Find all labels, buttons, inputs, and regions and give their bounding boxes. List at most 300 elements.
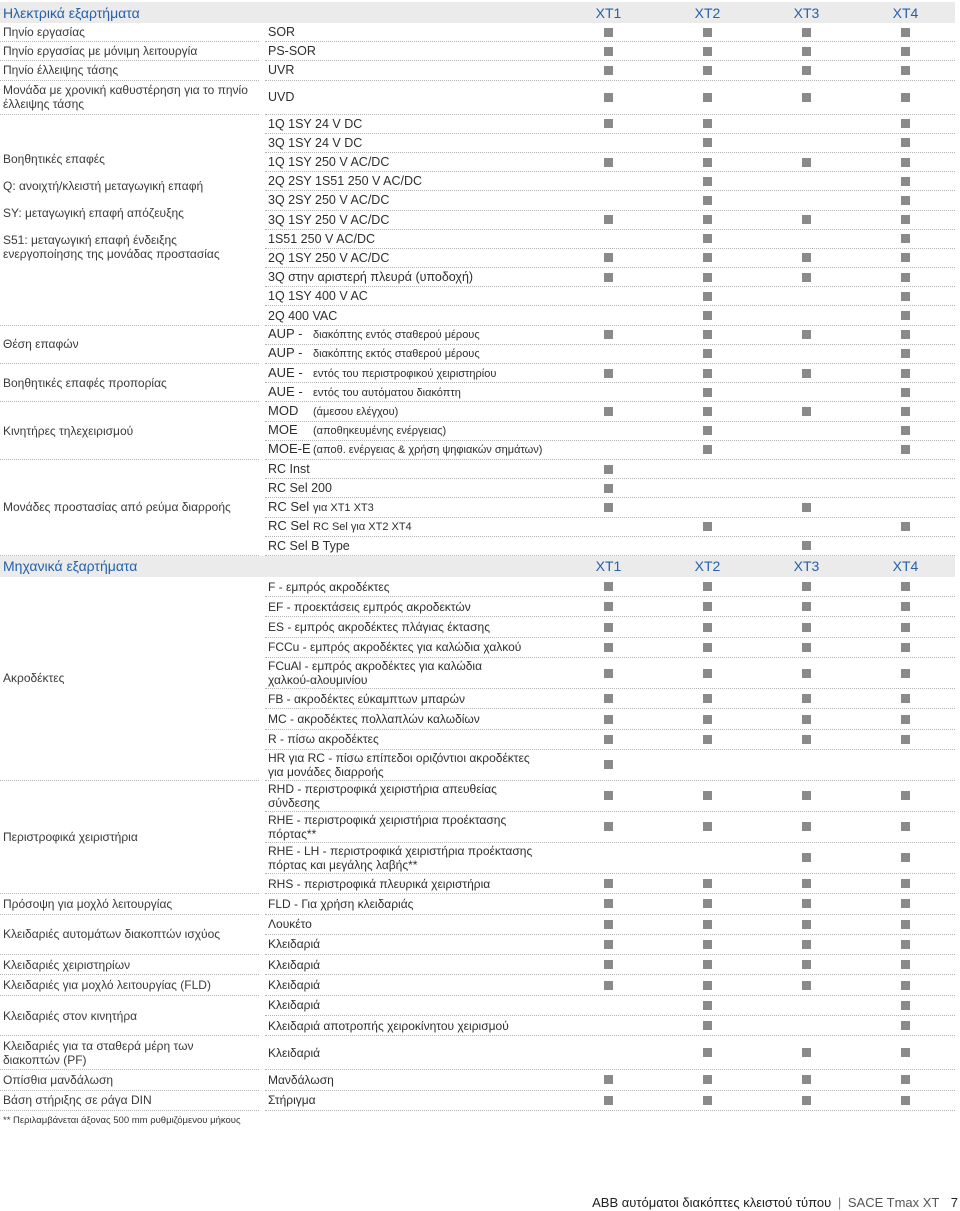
- availability-cell-xt1: [559, 273, 658, 282]
- availability-cell-xt4: [856, 407, 955, 416]
- available-mark: [703, 349, 712, 358]
- available-mark: [604, 1096, 613, 1105]
- availability-cell-xt4: [856, 196, 955, 205]
- accessory-group: [0, 23, 955, 42]
- availability-cell-xt2: [658, 138, 757, 147]
- group-label: [0, 1070, 259, 1090]
- availability-cell-xt4: [856, 445, 955, 454]
- accessory-row: [265, 617, 955, 637]
- available-mark: [901, 177, 910, 186]
- group-items: [265, 81, 955, 115]
- availability-cell-xt2: [658, 1075, 757, 1084]
- availability-cell-xt2: [658, 920, 757, 929]
- accessory-name: [265, 658, 559, 688]
- available-mark: [604, 369, 613, 378]
- availability-cell-xt3: [757, 899, 856, 908]
- group-label: [0, 460, 259, 556]
- availability-cell-xt3: [757, 715, 856, 724]
- group-label: [0, 915, 259, 956]
- accessory-name: 3Q 2SY 250 V AC/DC: [268, 193, 390, 208]
- available-mark: [703, 292, 712, 301]
- accessory-name: Κλειδαριά: [268, 937, 321, 952]
- availability-cell-xt1: [559, 369, 658, 378]
- accessory-code: MOE: [268, 422, 298, 438]
- accessory-name: [265, 423, 559, 438]
- group-label-paragraph: [3, 897, 256, 911]
- availability-cell-xt1: [559, 920, 658, 929]
- available-mark: [802, 582, 811, 591]
- accessory-row: [265, 1070, 955, 1090]
- availability-cell-xt3: [757, 643, 856, 652]
- available-mark: [901, 1075, 910, 1084]
- group-label-paragraph: [3, 63, 256, 77]
- availability-cell-xt2: [658, 899, 757, 908]
- accessory-group: [0, 1070, 955, 1090]
- available-mark: [604, 602, 613, 611]
- available-mark: [604, 66, 613, 75]
- availability-cell-xt4: [856, 1048, 955, 1057]
- availability-cell-xt1: [559, 407, 658, 416]
- accessory-name: Κλειδαριά αποτροπής χειροκίνητου χειρισμού: [268, 1018, 509, 1033]
- group-label-line: Μονάδα με χρονική καθυστέρηση για το πηνίο: [3, 83, 248, 98]
- group-label-paragraph: [3, 424, 256, 438]
- group-label-line: Κλειδαριές για μοχλό λειτουργίας (FLD): [3, 978, 211, 993]
- group-label-line: Βοηθητικές επαφές προπορίας: [3, 375, 167, 390]
- accessory-description: εντός του αυτόματου διακόπτη: [313, 386, 461, 399]
- availability-cell-xt3: [757, 853, 856, 862]
- availability-cell-xt4: [856, 292, 955, 301]
- available-mark: [703, 643, 712, 652]
- availability-cell-xt4: [856, 47, 955, 56]
- availability-cell-xt4: [856, 522, 955, 531]
- available-mark: [901, 1048, 910, 1057]
- available-mark: [901, 158, 910, 167]
- available-mark: [703, 28, 712, 37]
- group-label: [0, 1091, 259, 1111]
- availability-cell-xt3: [757, 66, 856, 75]
- group-label: [0, 61, 259, 80]
- availability-cell-xt1: [559, 503, 658, 512]
- footer-document-title: ABB αυτόματοι διακόπτες κλειστού τύπου: [592, 1195, 832, 1210]
- accessory-row: [265, 498, 955, 517]
- availability-cell-xt4: [856, 920, 955, 929]
- accessory-row: [265, 1016, 955, 1036]
- available-mark: [802, 215, 811, 224]
- availability-cell-xt1: [559, 715, 658, 724]
- section-title: Μηχανικά εξαρτήματα: [3, 558, 138, 575]
- accessory-group: [0, 364, 955, 402]
- availability-cell-xt2: [658, 1001, 757, 1010]
- availability-cell-xt2: [658, 426, 757, 435]
- available-mark: [901, 791, 910, 800]
- accessory-name-line: FCuAl - εμπρός ακροδέκτες για καλώδια: [268, 659, 483, 674]
- group-label-line: Κλειδαριές χειριστηρίων: [3, 957, 131, 972]
- column-header-xt4: XT4: [892, 4, 919, 21]
- accessory-description: (αποθ. ενέργειας & χρήση ψηφιακών σημάτων): [313, 444, 543, 457]
- availability-cell-xt1: [559, 623, 658, 632]
- availability-cell-xt4: [856, 1096, 955, 1105]
- accessory-name: RC Sel B Type: [268, 538, 350, 553]
- group-items: [265, 975, 955, 995]
- accessory-name: [265, 346, 559, 361]
- available-mark: [703, 1001, 712, 1010]
- availability-cell-xt4: [856, 791, 955, 800]
- group-items: [265, 915, 955, 956]
- accessory-row: [265, 326, 955, 345]
- available-mark: [604, 760, 613, 769]
- available-mark: [901, 735, 910, 744]
- available-mark: [901, 960, 910, 969]
- available-mark: [703, 388, 712, 397]
- availability-cell-xt1: [559, 879, 658, 888]
- available-mark: [604, 920, 613, 929]
- available-mark: [901, 330, 910, 339]
- availability-cell-xt3: [757, 582, 856, 591]
- availability-cell-xt3: [757, 879, 856, 888]
- availability-cell-xt2: [658, 215, 757, 224]
- availability-cell-xt2: [658, 879, 757, 888]
- accessory-row: [265, 874, 955, 894]
- group-items: [265, 1036, 955, 1070]
- group-items: [265, 894, 955, 914]
- availability-cell-xt4: [856, 981, 955, 990]
- accessory-name: PS-SOR: [268, 44, 316, 59]
- available-mark: [901, 292, 910, 301]
- available-mark: [802, 330, 811, 339]
- available-mark: [802, 879, 811, 888]
- accessory-row: [265, 894, 955, 914]
- accessory-name: UVD: [268, 90, 295, 105]
- available-mark: [604, 465, 613, 474]
- availability-cell-xt2: [658, 349, 757, 358]
- accessory-group: [0, 1091, 955, 1111]
- availability-cell-xt2: [658, 1096, 757, 1105]
- available-mark: [901, 66, 910, 75]
- availability-cell-xt2: [658, 669, 757, 678]
- accessory-row: [265, 730, 955, 750]
- available-mark: [901, 623, 910, 632]
- available-mark: [703, 158, 712, 167]
- accessory-name: 1Q 1SY 400 V AC: [268, 289, 368, 304]
- group-label: [0, 894, 259, 914]
- available-mark: [703, 715, 712, 724]
- accessory-name: Κλειδαριά: [268, 978, 321, 993]
- available-mark: [901, 234, 910, 243]
- available-mark: [901, 853, 910, 862]
- accessory-name: 3Q 1SY 24 V DC: [268, 135, 363, 150]
- available-mark: [802, 694, 811, 703]
- availability-cell-xt2: [658, 602, 757, 611]
- availability-cell-xt2: [658, 66, 757, 75]
- available-mark: [604, 879, 613, 888]
- available-mark: [604, 28, 613, 37]
- availability-cell-xt3: [757, 602, 856, 611]
- available-mark: [901, 388, 910, 397]
- accessory-name: [265, 442, 559, 457]
- available-mark: [901, 215, 910, 224]
- accessory-row: [265, 460, 955, 479]
- accessory-name-line: πόρτας**: [268, 826, 317, 841]
- availability-cell-xt4: [856, 899, 955, 908]
- available-mark: [802, 253, 811, 262]
- availability-cell-xt3: [757, 1048, 856, 1057]
- availability-cell-xt2: [658, 93, 757, 102]
- available-mark: [703, 407, 712, 416]
- availability-cell-xt4: [856, 234, 955, 243]
- accessory-row: [265, 364, 955, 383]
- availability-cell-xt2: [658, 582, 757, 591]
- available-mark: [604, 119, 613, 128]
- available-mark: [604, 735, 613, 744]
- available-mark: [802, 960, 811, 969]
- group-label-line: Βάση στήριξης σε ράγα DIN: [3, 1093, 152, 1108]
- group-label: [0, 781, 259, 894]
- available-mark: [703, 822, 712, 831]
- available-mark: [802, 158, 811, 167]
- availability-cell-xt4: [856, 715, 955, 724]
- available-mark: [604, 669, 613, 678]
- available-mark: [604, 93, 613, 102]
- available-mark: [901, 669, 910, 678]
- group-label-line: S51: μεταγωγική επαφή ένδειξης: [3, 232, 177, 247]
- accessory-name: Λουκέτο: [268, 917, 312, 932]
- accessory-group: [0, 996, 955, 1037]
- availability-cell-xt2: [658, 158, 757, 167]
- accessory-row: [265, 345, 955, 364]
- available-mark: [703, 694, 712, 703]
- accessory-name: R - πίσω ακροδέκτες: [268, 732, 379, 747]
- group-items: [265, 42, 955, 61]
- availability-cell-xt4: [856, 940, 955, 949]
- group-items: [265, 955, 955, 975]
- group-label: [0, 42, 259, 61]
- available-mark: [901, 940, 910, 949]
- availability-cell-xt4: [856, 177, 955, 186]
- group-label: [0, 975, 259, 995]
- section-header: [0, 556, 955, 577]
- available-mark: [802, 369, 811, 378]
- available-mark: [604, 503, 613, 512]
- available-mark: [604, 47, 613, 56]
- available-mark: [703, 369, 712, 378]
- group-label-line: Θέση επαφών: [3, 337, 79, 352]
- accessory-code: RC Sel: [268, 498, 310, 514]
- available-mark: [703, 426, 712, 435]
- availability-cell-xt3: [757, 541, 856, 550]
- group-label-paragraph: [3, 44, 256, 58]
- available-mark: [901, 28, 910, 37]
- accessory-description: (αποθηκευμένης ενέργειας): [313, 425, 447, 438]
- availability-cell-xt3: [757, 940, 856, 949]
- availability-cell-xt4: [856, 119, 955, 128]
- page-number: 7: [950, 1195, 958, 1210]
- group-label-paragraph: [3, 958, 256, 972]
- availability-cell-xt4: [856, 735, 955, 744]
- availability-cell-xt3: [757, 93, 856, 102]
- accessory-row: [265, 812, 955, 843]
- availability-cell-xt1: [559, 981, 658, 990]
- available-mark: [604, 643, 613, 652]
- availability-cell-xt4: [856, 369, 955, 378]
- availability-cell-xt3: [757, 330, 856, 339]
- column-header-xt1: XT1: [595, 4, 622, 21]
- accessory-row: [265, 638, 955, 658]
- availability-cell-xt4: [856, 253, 955, 262]
- accessory-row: [265, 577, 955, 597]
- accessory-name: ES - εμπρός ακροδέκτες πλάγιας έκτασης: [268, 620, 490, 635]
- accessory-row: [265, 306, 955, 325]
- available-mark: [901, 119, 910, 128]
- available-mark: [703, 47, 712, 56]
- availability-cell-xt3: [757, 253, 856, 262]
- accessory-row: [265, 172, 955, 191]
- available-mark: [604, 330, 613, 339]
- available-mark: [802, 503, 811, 512]
- availability-cell-xt2: [658, 791, 757, 800]
- available-mark: [703, 138, 712, 147]
- availability-cell-xt4: [856, 1021, 955, 1030]
- accessory-name: SOR: [268, 25, 296, 40]
- availability-cell-xt3: [757, 920, 856, 929]
- accessory-name: [265, 385, 559, 400]
- available-mark: [604, 1075, 613, 1084]
- accessory-name: RC Sel 200: [268, 481, 332, 496]
- availability-cell-xt2: [658, 960, 757, 969]
- availability-cell-xt2: [658, 623, 757, 632]
- group-label-line: Κλειδαριές στον κινητήρα: [3, 1008, 138, 1023]
- availability-cell-xt1: [559, 899, 658, 908]
- accessory-row: [265, 134, 955, 153]
- available-mark: [901, 93, 910, 102]
- group-label-paragraph: [3, 83, 256, 111]
- available-mark: [901, 694, 910, 703]
- group-items: [265, 402, 955, 460]
- availability-cell-xt4: [856, 582, 955, 591]
- availability-cell-xt4: [856, 1001, 955, 1010]
- available-mark: [901, 715, 910, 724]
- available-mark: [901, 643, 910, 652]
- group-label-line: Πηνίο έλλειψης τάσης: [3, 63, 119, 78]
- availability-cell-xt2: [658, 822, 757, 831]
- availability-cell-xt4: [856, 388, 955, 397]
- available-mark: [901, 369, 910, 378]
- available-mark: [901, 273, 910, 282]
- available-mark: [802, 1048, 811, 1057]
- group-label-line: ενεργοποίησης της μονάδας προστασίας: [3, 246, 220, 261]
- accessory-row: [265, 750, 955, 781]
- group-label-line: Q: ανοιχτή/κλειστή μεταγωγική επαφή: [3, 178, 204, 193]
- group-items: [265, 781, 955, 894]
- accessory-row: [265, 915, 955, 935]
- available-mark: [901, 445, 910, 454]
- availability-cell-xt3: [757, 503, 856, 512]
- accessory-name-line: RHD - περιστροφικά χειριστήρια απευθείας: [268, 781, 497, 796]
- available-mark: [604, 582, 613, 591]
- availability-cell-xt1: [559, 465, 658, 474]
- accessory-row: [265, 658, 955, 689]
- available-mark: [901, 920, 910, 929]
- accessory-row: [265, 287, 955, 306]
- accessory-name-line: σύνδεσης: [268, 795, 320, 810]
- accessory-name-line: RHE - LH - περιστροφικά χειριστήρια προέκτασης: [268, 843, 533, 858]
- available-mark: [604, 273, 613, 282]
- availability-cell-xt3: [757, 1075, 856, 1084]
- section-1: [0, 2, 955, 556]
- availability-cell-xt4: [856, 623, 955, 632]
- accessory-name-line: HR για RC - πίσω επίπεδοι οριζόντιοι ακροδέκτες: [268, 750, 530, 765]
- group-items: [265, 23, 955, 42]
- group-label-paragraph: [3, 978, 256, 992]
- available-mark: [901, 522, 910, 531]
- availability-cell-xt1: [559, 1075, 658, 1084]
- accessory-code: AUE -: [268, 364, 303, 380]
- accessory-name: 3Q 1SY 250 V AC/DC: [268, 212, 390, 227]
- availability-cell-xt2: [658, 253, 757, 262]
- group-label-paragraph: [3, 179, 256, 193]
- accessory-row: [265, 537, 955, 556]
- available-mark: [901, 822, 910, 831]
- group-label-line: Βοηθητικές επαφές: [3, 151, 105, 166]
- group-label-paragraph: [3, 1039, 256, 1067]
- available-mark: [604, 407, 613, 416]
- available-mark: [703, 602, 712, 611]
- availability-cell-xt1: [559, 669, 658, 678]
- group-items: [265, 61, 955, 80]
- availability-cell-xt1: [559, 158, 658, 167]
- accessory-group: [0, 894, 955, 914]
- available-mark: [802, 541, 811, 550]
- availability-cell-xt3: [757, 47, 856, 56]
- group-label-paragraph: [3, 671, 256, 685]
- accessory-name: 1S51 250 V AC/DC: [268, 231, 376, 246]
- accessory-name: FB - ακροδέκτες εύκαμπτων μπαρών: [268, 691, 465, 706]
- available-mark: [802, 93, 811, 102]
- availability-cell-xt4: [856, 138, 955, 147]
- availability-cell-xt2: [658, 735, 757, 744]
- available-mark: [703, 311, 712, 320]
- group-label: [0, 23, 259, 42]
- availability-cell-xt1: [559, 822, 658, 831]
- availability-cell-xt1: [559, 791, 658, 800]
- accessory-row: [265, 230, 955, 249]
- accessory-name: Μανδάλωση: [268, 1072, 334, 1087]
- available-mark: [703, 623, 712, 632]
- available-mark: [703, 253, 712, 262]
- available-mark: [802, 28, 811, 37]
- available-mark: [703, 940, 712, 949]
- availability-cell-xt4: [856, 853, 955, 862]
- accessory-row: [265, 211, 955, 230]
- group-label-line: Περιστροφικά χειριστήρια: [3, 830, 138, 845]
- group-label-line: Οπίσθια μανδάλωση: [3, 1072, 114, 1087]
- available-mark: [604, 791, 613, 800]
- availability-cell-xt4: [856, 960, 955, 969]
- section-2: [0, 556, 955, 1111]
- accessory-description: RC Sel για XT2 XT4: [313, 521, 412, 534]
- available-mark: [703, 1096, 712, 1105]
- availability-cell-xt1: [559, 484, 658, 493]
- accessory-name: RHS - περιστροφικά πλευρικά χειριστήρια: [268, 876, 491, 891]
- accessory-name: [265, 404, 559, 419]
- availability-cell-xt4: [856, 426, 955, 435]
- availability-cell-xt3: [757, 735, 856, 744]
- available-mark: [703, 273, 712, 282]
- group-items: [265, 577, 955, 781]
- footer-product-name: SACE Tmax XT: [847, 1195, 940, 1210]
- accessory-code: AUP -: [268, 326, 303, 342]
- column-header-xt4: XT4: [892, 558, 919, 575]
- accessory-name: 1Q 1SY 250 V AC/DC: [268, 155, 390, 170]
